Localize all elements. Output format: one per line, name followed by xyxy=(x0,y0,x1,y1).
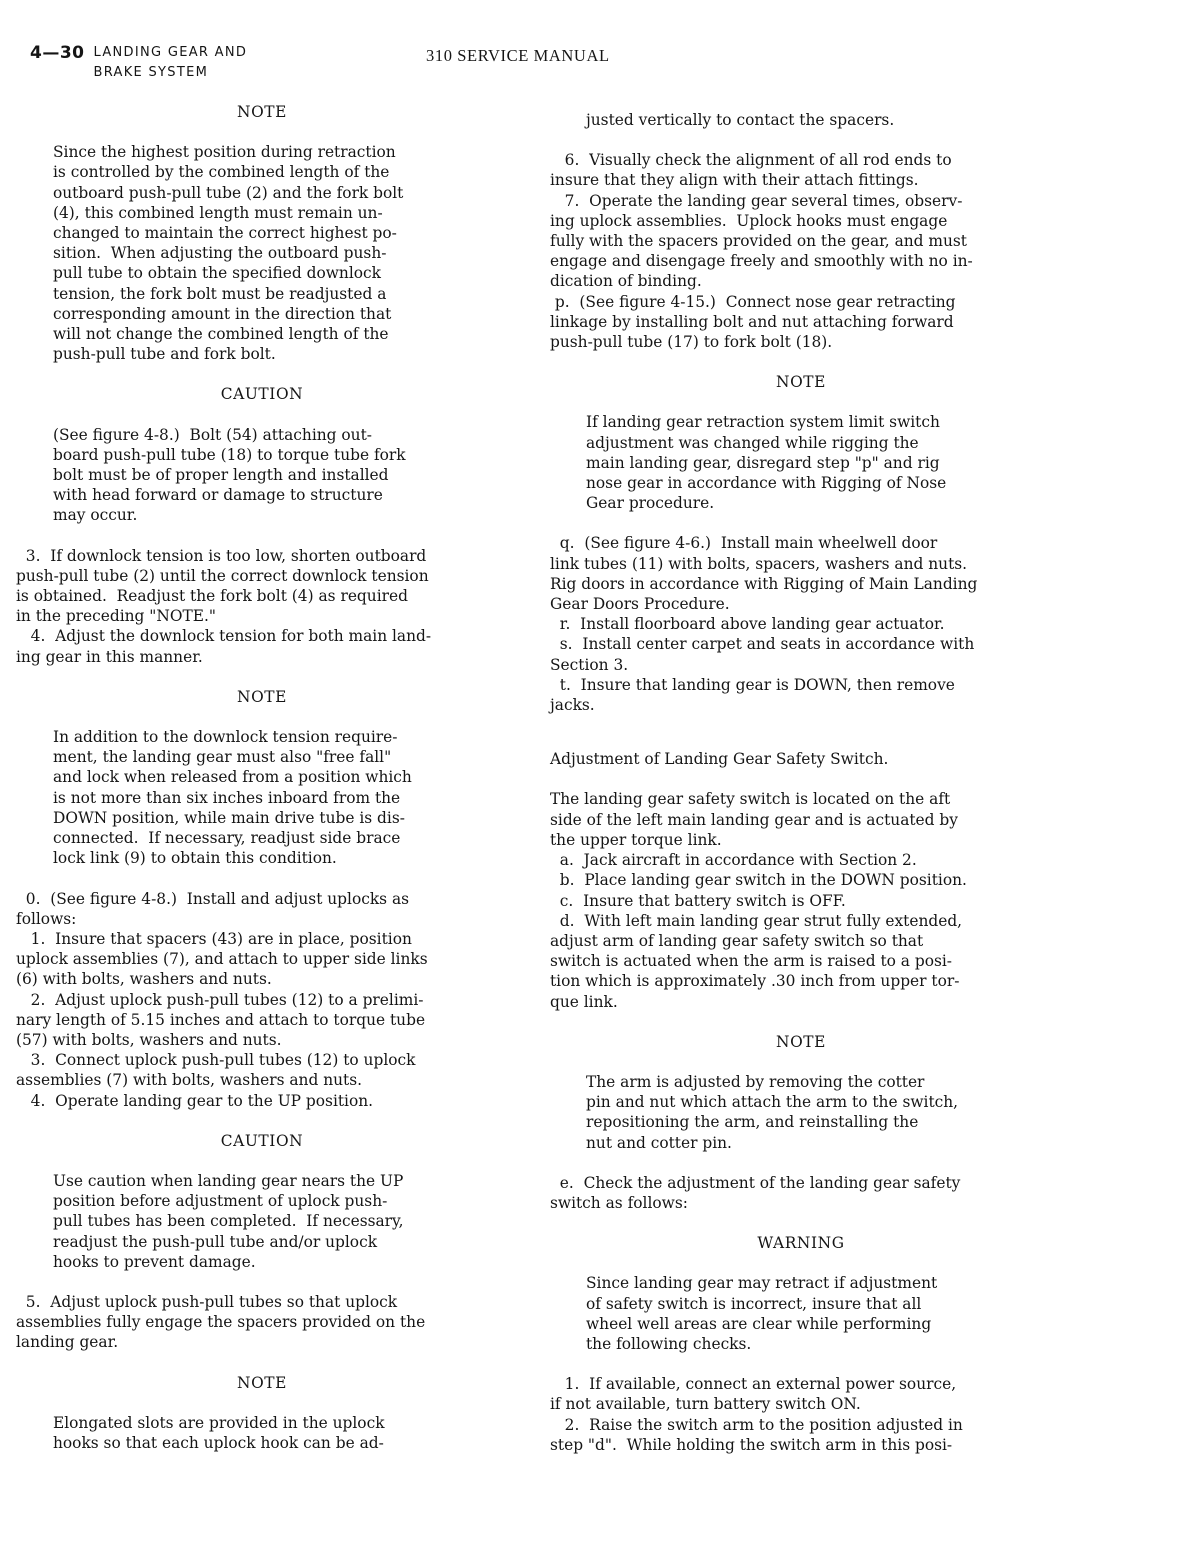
text-line: Gear Doors Procedure. xyxy=(550,595,730,614)
text-line: (See figure 4-8.) Bolt (54) attaching out- xyxy=(53,425,372,444)
text-line: bolt must be of proper length and installed xyxy=(53,466,389,485)
callout-paragraph xyxy=(586,1072,1052,1153)
text-line: board push-pull tube (18) to torque tube fork xyxy=(53,445,406,464)
text-line: 1. If available, connect an external power source, xyxy=(550,1375,957,1394)
text-line: Gear procedure. xyxy=(586,494,715,513)
section-title-line: BRAKE SYSTEM xyxy=(93,65,209,80)
text-line: The arm is adjusted by removing the cotter xyxy=(586,1072,925,1091)
callout-paragraph xyxy=(53,1171,508,1272)
warning-heading: WARNING xyxy=(757,1234,845,1253)
text-line: e. Check the adjustment of the landing gear safety xyxy=(550,1173,961,1192)
text-line: 3. Connect uplock push-pull tubes (12) to uplock xyxy=(16,1051,416,1070)
text-line: pull tubes has been completed. If necessary, xyxy=(53,1212,404,1231)
text-line: tion which is approximately .30 inch from upper tor- xyxy=(550,972,960,991)
text-line: 2. Raise the switch arm to the position adjusted in xyxy=(550,1415,963,1434)
text-line: (6) with bolts, washers and nuts. xyxy=(16,970,272,989)
text-line: if not available, turn battery switch ON. xyxy=(550,1395,861,1414)
text-line: corresponding amount in the direction that xyxy=(53,304,392,323)
text-line: adjustment was changed while rigging the xyxy=(586,433,919,452)
text-line: Since the highest position during retraction xyxy=(53,143,396,162)
section-title-line: LANDING GEAR AND xyxy=(93,45,248,60)
body-paragraph xyxy=(16,889,508,1111)
text-line: switch as follows: xyxy=(550,1193,688,1212)
text-line: main landing gear, disregard step "p" and rig xyxy=(586,453,940,472)
text-line: hooks so that each uplock hook can be ad- xyxy=(53,1433,384,1452)
note-heading: NOTE xyxy=(237,687,287,706)
text-line: The landing gear safety switch is located on the aft xyxy=(550,790,951,809)
text-line: nose gear in accordance with Rigging of Nose xyxy=(586,474,947,493)
note-heading: NOTE xyxy=(237,1373,287,1392)
text-line: 4. Adjust the downlock tension for both main land- xyxy=(16,627,432,646)
text-line: Elongated slots are provided in the uplock xyxy=(53,1413,385,1432)
text-line: assemblies (7) with bolts, washers and nuts. xyxy=(16,1071,363,1090)
callout-paragraph xyxy=(586,110,1052,130)
callout-paragraph xyxy=(53,1413,508,1453)
body-paragraph xyxy=(550,1374,1052,1455)
manual-title: 310 SERVICE MANUAL xyxy=(426,46,610,65)
text-line: ing gear in this manner. xyxy=(16,647,203,666)
text-line: and lock when released from a position which xyxy=(53,768,412,787)
text-line: landing gear. xyxy=(16,1333,119,1352)
text-line: Section 3. xyxy=(550,655,629,674)
text-line: repositioning the arm, and reinstalling the xyxy=(586,1113,919,1132)
text-line: justed vertically to contact the spacers. xyxy=(586,111,895,129)
note-heading: NOTE xyxy=(237,103,287,121)
text-line: uplock assemblies (7), and attach to upper side links xyxy=(16,950,428,969)
text-line: 6. Visually check the alignment of all rod ends to xyxy=(550,151,952,170)
text-line: push-pull tube and fork bolt. xyxy=(53,345,276,364)
text-line: the following checks. xyxy=(586,1334,752,1353)
text-line: pin and nut which attach the arm to the switch, xyxy=(586,1093,959,1112)
page-header xyxy=(30,42,247,83)
page-number: 4—30 xyxy=(30,43,85,63)
body-paragraph xyxy=(550,1173,1052,1213)
text-line: DOWN position, while main drive tube is dis- xyxy=(53,808,405,827)
section-title xyxy=(94,43,248,83)
text-line: (4), this combined length must remain un- xyxy=(53,203,383,222)
note-heading: NOTE xyxy=(776,373,826,392)
body-paragraph xyxy=(550,533,1052,715)
callout-paragraph xyxy=(53,425,508,526)
text-line: link tubes (11) with bolts, spacers, washers and nuts. xyxy=(550,554,968,573)
text-line: q. (See figure 4-6.) Install main wheelwell door xyxy=(550,534,938,553)
text-line: p. (See figure 4-15.) Connect nose gear retracting xyxy=(550,292,956,311)
text-line: ing uplock assemblies. Uplock hooks must engage xyxy=(550,211,948,230)
text-line: 7. Operate the landing gear several times, observ- xyxy=(550,191,963,210)
text-line: step "d". While holding the switch arm in this posi- xyxy=(550,1435,953,1454)
text-line: with head forward or damage to structure xyxy=(53,486,383,505)
callout-paragraph xyxy=(53,727,508,868)
text-line: jacks. xyxy=(550,696,595,715)
text-line: is controlled by the combined length of the xyxy=(53,163,390,182)
text-line: tension, the fork bolt must be readjusted a xyxy=(53,284,387,303)
text-line: hooks to prevent damage. xyxy=(53,1252,256,1271)
text-line: pull tube to obtain the specified downlock xyxy=(53,264,381,283)
text-line: is obtained. Readjust the fork bolt (4) as required xyxy=(16,587,408,606)
text-line: sition. When adjusting the outboard push- xyxy=(53,244,387,263)
text-line: r. Install floorboard above landing gear actuator. xyxy=(550,615,945,634)
text-line: If landing gear retraction system limit switch xyxy=(586,413,940,432)
text-line: nut and cotter pin. xyxy=(586,1133,732,1152)
text-line: the upper torque link. xyxy=(550,830,722,849)
text-line: b. Place landing gear switch in the DOWN position. xyxy=(550,871,967,890)
body-paragraph xyxy=(550,150,1052,352)
body-paragraph xyxy=(16,1292,508,1353)
text-line: 1. Insure that spacers (43) are in place, position xyxy=(16,929,412,948)
text-line: readjust the push-pull tube and/or uplock xyxy=(53,1232,378,1251)
text-line: push-pull tube (2) until the correct downlock tension xyxy=(16,566,429,585)
text-line: adjust arm of landing gear safety switch so that xyxy=(550,931,924,950)
text-line: (57) with bolts, washers and nuts. xyxy=(16,1030,282,1049)
text-line: 0. (See figure 4-8.) Install and adjust uplocks as xyxy=(16,889,410,908)
text-line: dication of binding. xyxy=(550,272,702,291)
text-line: switch is actuated when the arm is raised to a posi- xyxy=(550,952,953,971)
note-heading: NOTE xyxy=(776,1032,826,1051)
text-line: changed to maintain the correct highest po- xyxy=(53,224,397,243)
caution-heading: CAUTION xyxy=(220,385,304,404)
text-line: push-pull tube (17) to fork bolt (18). xyxy=(550,333,833,352)
text-line: s. Install center carpet and seats in accordance with xyxy=(550,635,975,654)
text-line: side of the left main landing gear and is actuated by xyxy=(550,810,958,829)
body-paragraph xyxy=(16,546,508,667)
text-line: In addition to the downlock tension require- xyxy=(53,728,398,747)
text-line: will not change the combined length of the xyxy=(53,325,389,344)
text-line: in the preceding "NOTE." xyxy=(16,607,216,626)
caution-heading: CAUTION xyxy=(220,1131,304,1150)
text-line: Since landing gear may retract if adjustment xyxy=(586,1274,938,1293)
text-line: of safety switch is incorrect, insure that all xyxy=(586,1294,922,1313)
text-line: 5. Adjust uplock push-pull tubes so that uplock xyxy=(16,1292,398,1311)
text-line: lock link (9) to obtain this condition. xyxy=(53,849,337,868)
text-line: may occur. xyxy=(53,506,138,525)
body-paragraph xyxy=(550,749,1052,769)
right-column xyxy=(550,110,1052,1475)
text-line: Rig doors in accordance with Rigging of Main Landing xyxy=(550,574,978,593)
text-line: c. Insure that battery switch is OFF. xyxy=(550,891,846,910)
text-line: que link. xyxy=(550,992,618,1011)
text-line: wheel well areas are clear while performing xyxy=(586,1314,932,1333)
text-line: nary length of 5.15 inches and attach to torque tube xyxy=(16,1010,426,1029)
text-line: engage and disengage freely and smoothly with no in- xyxy=(550,252,973,271)
text-line: follows: xyxy=(16,909,77,928)
left-column xyxy=(16,102,508,1473)
text-line: Adjustment of Landing Gear Safety Switch. xyxy=(550,750,889,769)
text-line: ment, the landing gear must also "free fall" xyxy=(53,748,392,767)
text-line: 4. Operate landing gear to the UP position. xyxy=(16,1091,374,1110)
text-line: d. With left main landing gear strut fully extended, xyxy=(550,911,963,930)
text-line: a. Jack aircraft in accordance with Section 2. xyxy=(550,851,917,870)
callout-paragraph xyxy=(586,1273,1052,1354)
text-line: connected. If necessary, readjust side brace xyxy=(53,829,401,848)
text-line: outboard push-pull tube (2) and the fork bolt xyxy=(53,183,404,202)
body-paragraph xyxy=(550,789,1052,1011)
text-line: linkage by installing bolt and nut attaching forward xyxy=(550,312,954,331)
text-line: insure that they align with their attach fittings. xyxy=(550,171,919,190)
text-line: 2. Adjust uplock push-pull tubes (12) to a prelimi- xyxy=(16,990,424,1009)
text-line: fully with the spacers provided on the gear, and must xyxy=(550,232,967,251)
text-line: position before adjustment of uplock push- xyxy=(53,1192,388,1211)
text-line: Use caution when landing gear nears the UP xyxy=(53,1171,404,1190)
callout-paragraph xyxy=(586,412,1052,513)
text-line: is not more than six inches inboard from the xyxy=(53,788,401,807)
text-line: t. Insure that landing gear is DOWN, then remove xyxy=(550,675,955,694)
text-line: assemblies fully engage the spacers provided on the xyxy=(16,1313,426,1332)
text-line: 3. If downlock tension is too low, shorten outboard xyxy=(16,546,427,565)
callout-paragraph xyxy=(53,142,508,364)
